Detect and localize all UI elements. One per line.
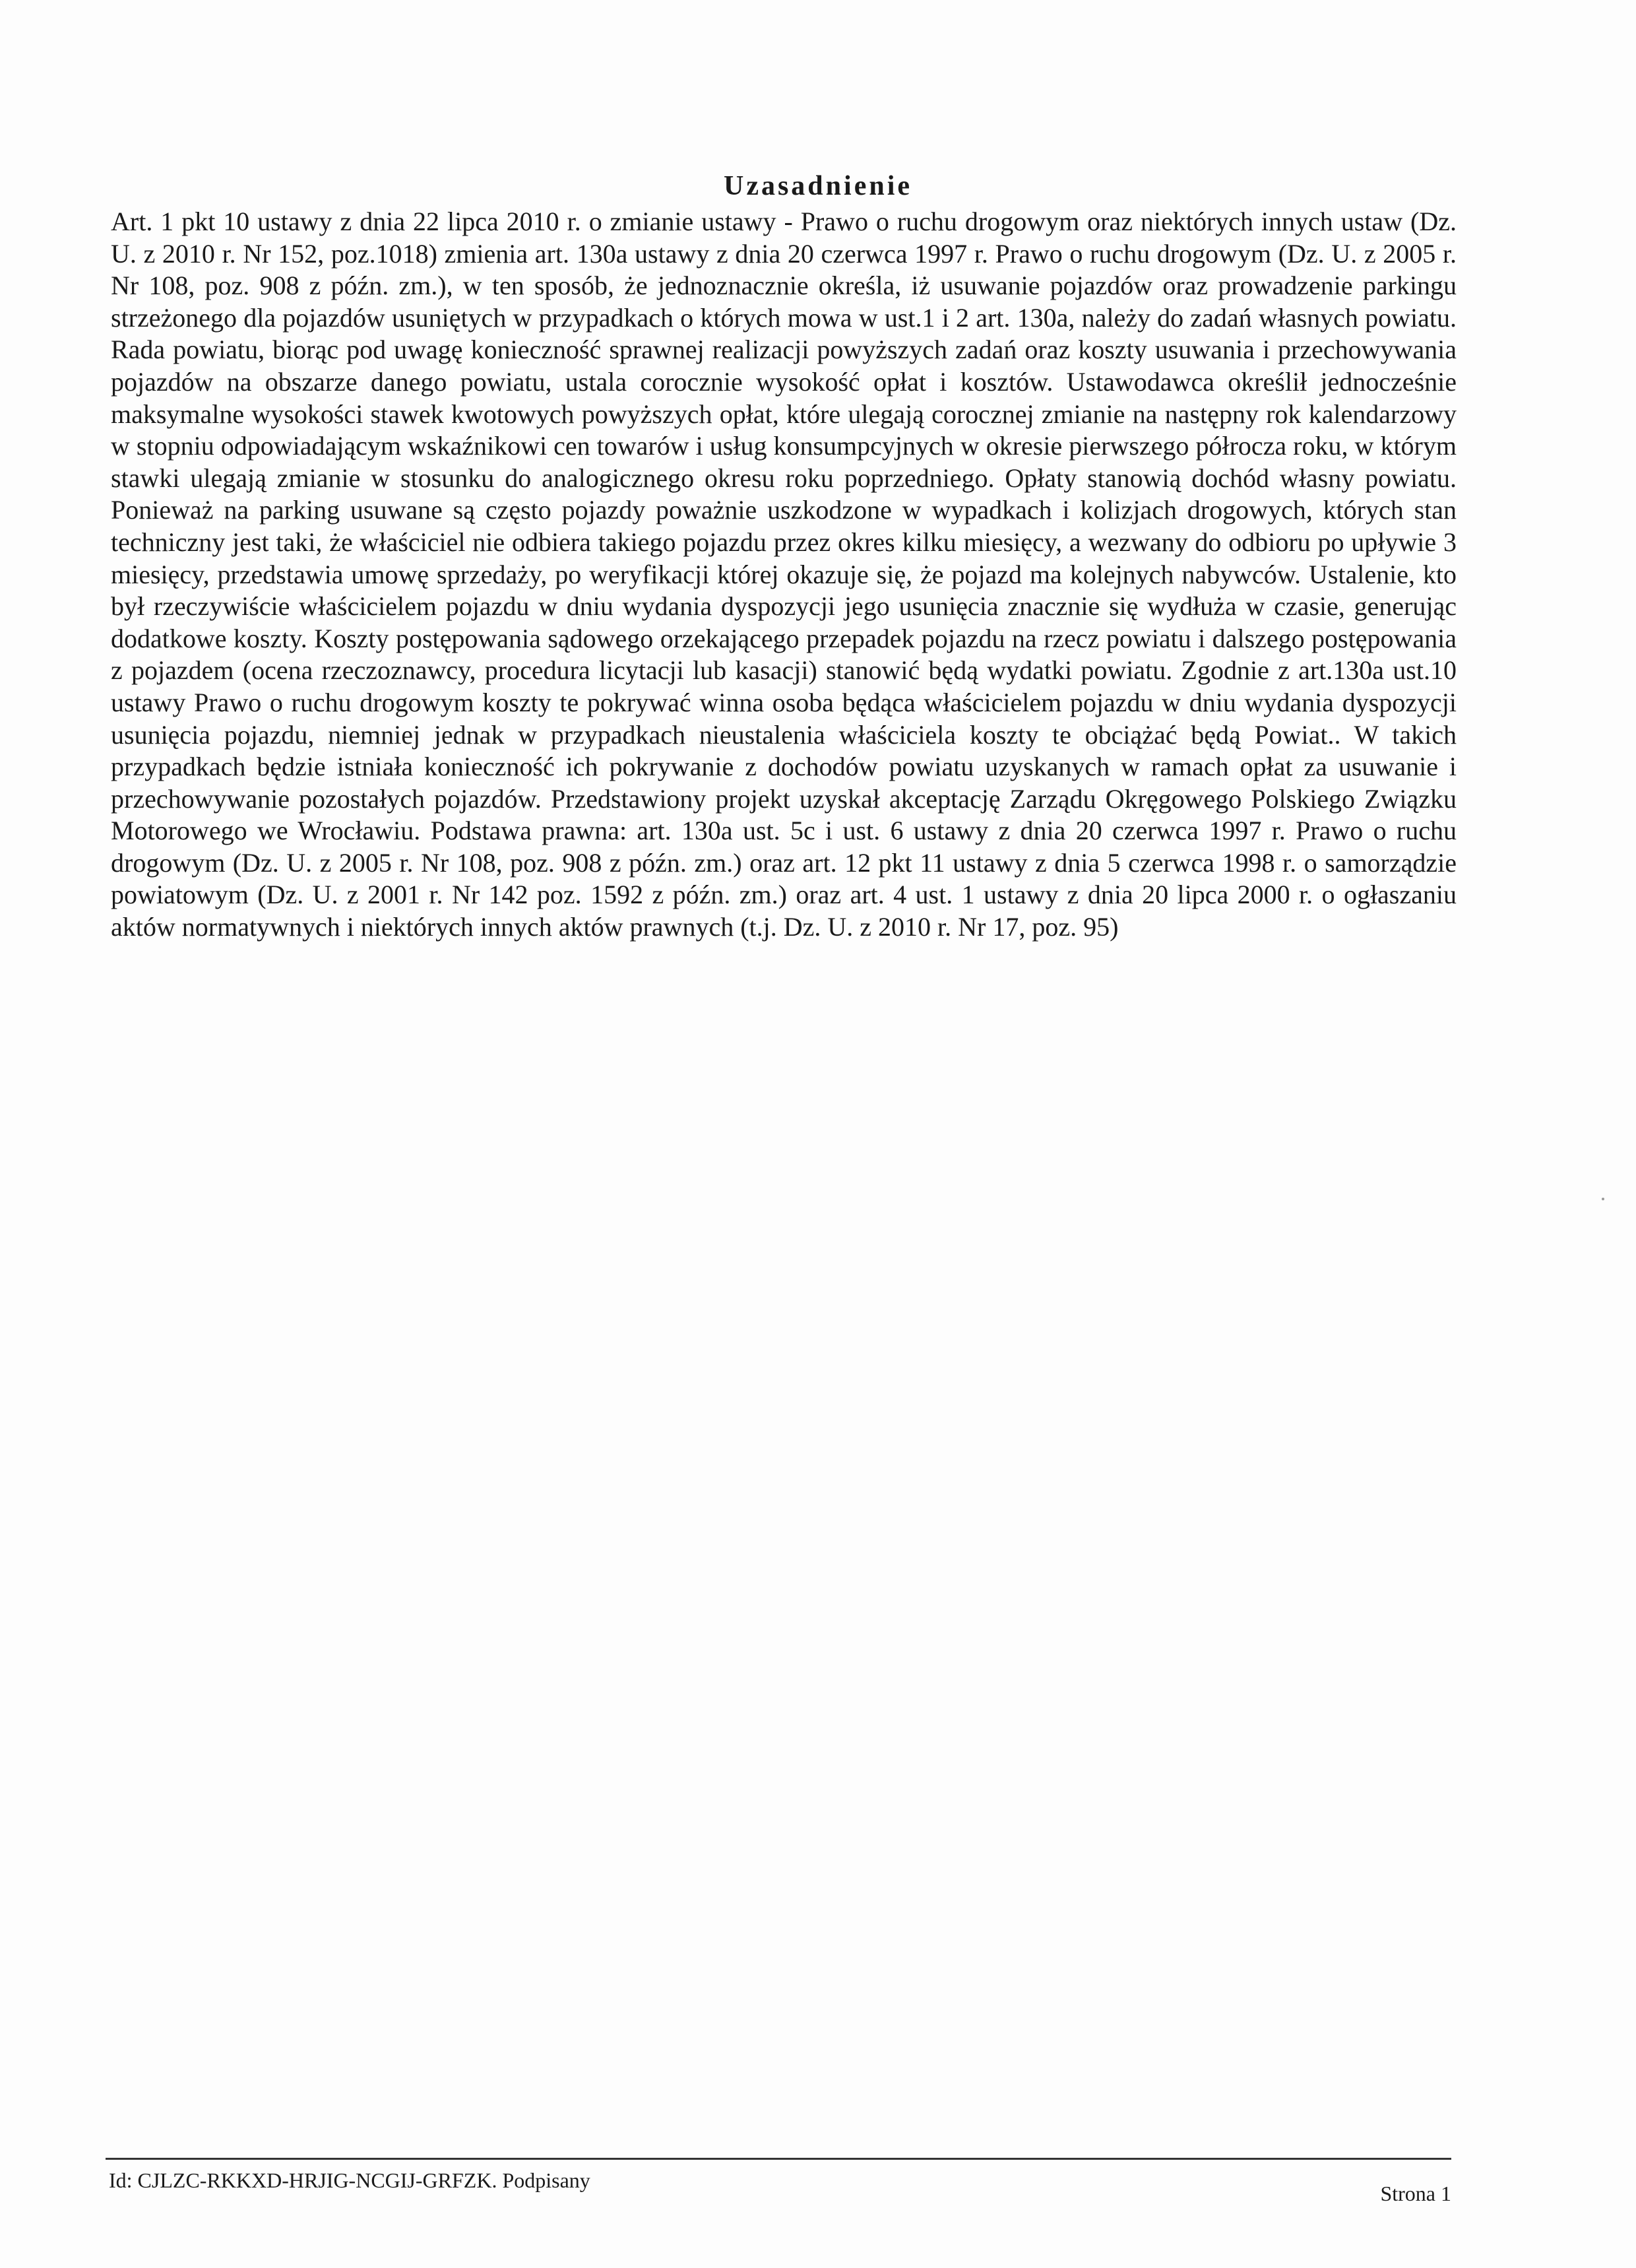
footer-page-number: Strona 1 bbox=[1380, 2182, 1451, 2205]
footer-document-id: Id: CJLZC-RKKXD-HRJIG-NCGIJ-GRFZK. Podpisany bbox=[109, 2168, 590, 2192]
document-body: Art. 1 pkt 10 ustawy z dnia 22 lipca 2010 r. o zmianie ustawy - Prawo o ruchu drogowym oraz niektórych innych ustaw (Dz. U. z 2010 r. Nr 152, poz.1018) zmienia art. 130a ustawy z dnia 20 czerwca 1997 r. Prawo o ruchu drogowym (Dz. U. z 2005 r. Nr 108, poz. 908 z późn. zm.), w ten sposób, że jednoznacznie określa, iż usuwanie pojazdów oraz prowadzenie parkingu strzeżonego dla pojazdów usuniętych w przypadkach o których mowa w ust.1 i 2 art. 130a, należy do zadań własnych powiatu. Rada powiatu, biorąc pod uwagę konieczność sprawnej realizacji powyższych zadań oraz koszty usuwania i przechowywania pojazdów na obszarze danego powiatu, ustala corocznie wysokość opłat i kosztów. Ustawodawca określił jednocześnie maksymalne wysokości stawek kwotowych powyższych opłat, które ulegają corocznej zmianie na następny rok kalendarzowy w stopniu odpowiadającym wskaźnikowi cen towarów i usług konsumpcyjnych w okresie pierwszego półrocza roku, w którym stawki ulegają zmianie w stosunku do analogicznego okresu roku poprzedniego. Opłaty stanowią dochód własny powiatu. Ponieważ na parking usuwane są często pojazdy poważnie uszkodzone w wypadkach i kolizjach drogowych, których stan techniczny jest taki, że właściciel nie odbiera takiego pojazdu przez okres kilku miesięcy, a wezwany do odbioru po upływie 3 miesięcy, przedstawia umowę sprzedaży, po weryfikacji której okazuje się, że pojazd ma kolejnych nabywców. Ustalenie, kto był rzeczywiście właścicielem pojazdu w dniu wydania dyspozycji jego usunięcia znacznie się wydłuża w czasie, generując dodatkowe koszty. Koszty postępowania sądowego orzekającego przepadek pojazdu na rzecz powiatu i dalszego postępowania z pojazdem (ocena rzeczoznawcy, procedura licytacji lub kasacji) stanowić będą wydatki powiatu. Zgodnie z art.130a ust.10 ustawy Prawo o ruchu drogowym koszty te pokrywać winna osoba będąca właścicielem pojazdu w dniu wydania dyspozycji usunięcia pojazdu, niemniej jednak w przypadkach nieustalenia właściciela koszty te obciążać będą Powiat.. W takich przypadkach będzie istniała konieczność ich pokrywanie z dochodów powiatu uzyskanych w ramach opłat za usuwanie i przechowywanie pozostałych pojazdów. Przedstawiony projekt uzyskał akceptację Zarządu Okręgowego Polskiego Związku Motorowego we Wrocławiu. Podstawa prawna: art. 130a ust. 5c i ust. 6 ustawy z dnia 20 czerwca 1997 r. Prawo o ruchu drogowym (Dz. U. z 2005 r. Nr 108, poz. 908 z późn. zm.) oraz art. 12 pkt 11 ustawy z dnia 5 czerwca 1998 r. o samorządzie powiatowym (Dz. U. z 2001 r. Nr 142 poz. 1592 z późn. zm.) oraz art. 4 ust. 1 ustawy z dnia 20 lipca 2000 r. o ogłaszaniu aktów normatywnych i niektórych innych aktów prawnych (t.j. Dz. U. z 2010 r. Nr 17, poz. 95) bbox=[111, 207, 1457, 942]
scan-speck bbox=[1602, 1198, 1604, 1200]
document-title: Uzasadnienie bbox=[723, 171, 912, 201]
footer-divider bbox=[106, 2158, 1451, 2160]
